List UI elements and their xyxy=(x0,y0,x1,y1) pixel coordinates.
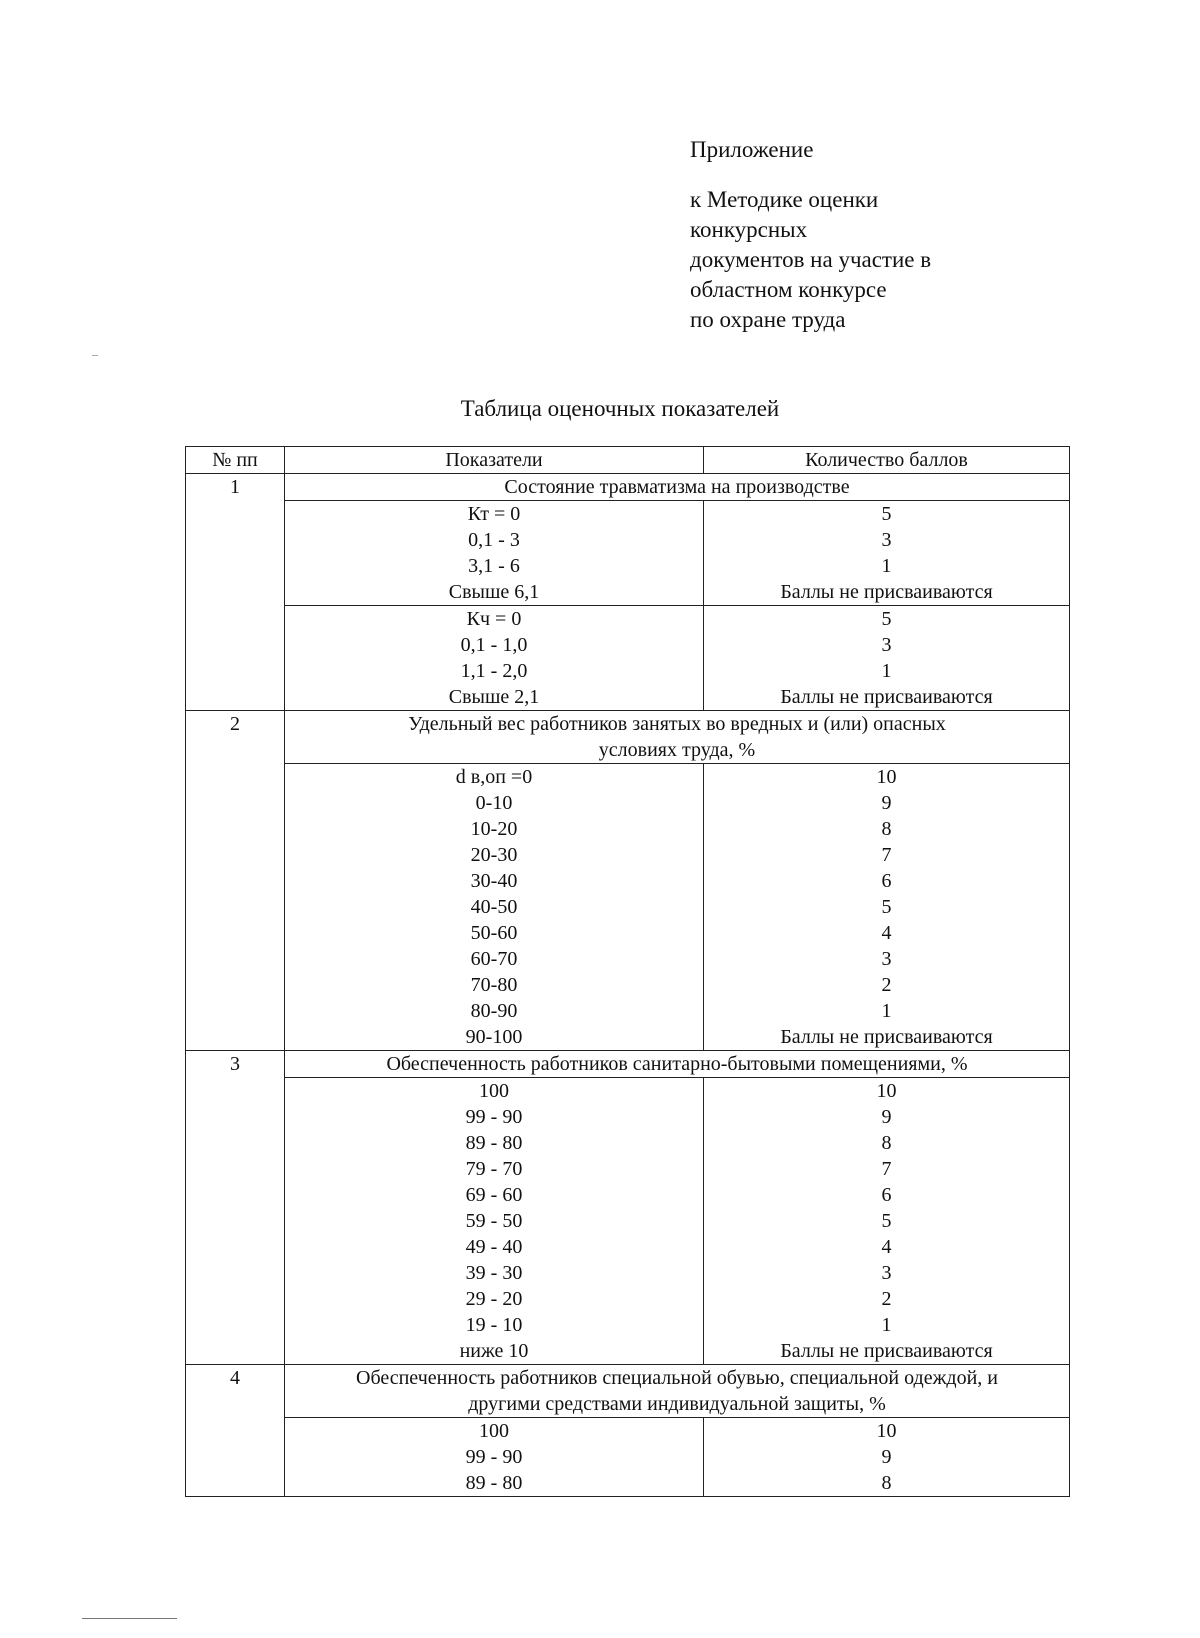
points-value: Баллы не присваиваются xyxy=(704,1338,1070,1365)
empty-num-cell xyxy=(186,1104,285,1130)
table-row xyxy=(186,1078,1070,1105)
indicator-range: 69 - 60 xyxy=(285,1182,704,1208)
table-row xyxy=(186,868,1070,894)
points-value: 8 xyxy=(704,816,1070,842)
table-row xyxy=(186,632,1070,658)
indicator-range: ниже 10 xyxy=(285,1338,704,1365)
table-row xyxy=(186,1260,1070,1286)
points-value: Баллы не присваиваются xyxy=(704,1024,1070,1051)
indicator-range: 10-20 xyxy=(285,816,704,842)
section-number: 3 xyxy=(186,1051,285,1078)
table-row xyxy=(186,1104,1070,1130)
empty-num-cell xyxy=(186,1286,285,1312)
indicator-range: 59 - 50 xyxy=(285,1208,704,1234)
table-row xyxy=(186,1182,1070,1208)
points-value: 10 xyxy=(704,1078,1070,1105)
empty-num-cell xyxy=(186,790,285,816)
empty-num-cell xyxy=(186,1156,285,1182)
section-number: 2 xyxy=(186,711,285,764)
points-value: 7 xyxy=(704,1156,1070,1182)
empty-num-cell xyxy=(186,946,285,972)
empty-num-cell xyxy=(186,1130,285,1156)
points-value: 8 xyxy=(704,1130,1070,1156)
section-title-row xyxy=(186,1051,1070,1078)
points-value: 7 xyxy=(704,842,1070,868)
indicator-range: 0,1 - 1,0 xyxy=(285,632,704,658)
points-value: 10 xyxy=(704,764,1070,791)
indicator-range: Кч = 0 xyxy=(285,606,704,633)
empty-num-cell xyxy=(186,1444,285,1470)
table-row xyxy=(186,1444,1070,1470)
appendix-heading: Приложение xyxy=(690,137,814,162)
indicator-range: 50-60 xyxy=(285,920,704,946)
empty-num-cell xyxy=(186,764,285,791)
empty-num-cell xyxy=(186,1338,285,1365)
indicator-range: 99 - 90 xyxy=(285,1444,704,1470)
section-title xyxy=(285,1365,1070,1418)
indicator-range: 30-40 xyxy=(285,868,704,894)
empty-num-cell xyxy=(186,868,285,894)
indicator-range: 90-100 xyxy=(285,1024,704,1051)
indicator-range: 40-50 xyxy=(285,894,704,920)
table-row xyxy=(186,1156,1070,1182)
header-points: Количество баллов xyxy=(704,447,1070,474)
empty-num-cell xyxy=(186,579,285,606)
section-title-line: Состояние травматизма на производстве xyxy=(504,476,850,498)
points-value: 9 xyxy=(704,790,1070,816)
table-header-row xyxy=(186,447,1070,474)
indicator-range: 100 xyxy=(285,1078,704,1105)
points-value: 5 xyxy=(704,1208,1070,1234)
appendix-note xyxy=(690,135,931,335)
empty-num-cell xyxy=(186,658,285,684)
indicator-range: 89 - 80 xyxy=(285,1130,704,1156)
empty-num-cell xyxy=(186,632,285,658)
empty-num-cell xyxy=(186,1208,285,1234)
scan-line xyxy=(82,1618,177,1619)
empty-num-cell xyxy=(186,553,285,579)
table-row xyxy=(186,527,1070,553)
empty-num-cell xyxy=(186,1024,285,1051)
indicator-range: 99 - 90 xyxy=(285,1104,704,1130)
table-row xyxy=(186,764,1070,791)
empty-num-cell xyxy=(186,972,285,998)
section-number: 4 xyxy=(186,1365,285,1418)
section-title-row xyxy=(186,1365,1070,1418)
table-caption: Таблица оценочных показателей xyxy=(460,396,780,421)
indicators-table xyxy=(185,446,1070,1497)
points-value: 5 xyxy=(704,501,1070,528)
header-indicators: Показатели xyxy=(285,447,704,474)
indicator-range: 1,1 - 2,0 xyxy=(285,658,704,684)
empty-num-cell xyxy=(186,1418,285,1445)
table-row xyxy=(186,501,1070,528)
points-value: 4 xyxy=(704,1234,1070,1260)
table-row xyxy=(186,579,1070,606)
table-row xyxy=(186,553,1070,579)
table-row xyxy=(186,1470,1070,1497)
indicator-range: 100 xyxy=(285,1418,704,1445)
scan-mark xyxy=(92,355,98,356)
indicator-range: 70-80 xyxy=(285,972,704,998)
empty-num-cell xyxy=(186,1234,285,1260)
indicator-range: 3,1 - 6 xyxy=(285,553,704,579)
points-value: 9 xyxy=(704,1104,1070,1130)
table-row xyxy=(186,1286,1070,1312)
empty-num-cell xyxy=(186,842,285,868)
indicator-range: 60-70 xyxy=(285,946,704,972)
indicator-range: Свыше 6,1 xyxy=(285,579,704,606)
section-number: 1 xyxy=(186,474,285,501)
points-value: 3 xyxy=(704,946,1070,972)
empty-num-cell xyxy=(186,684,285,711)
indicator-range: 0,1 - 3 xyxy=(285,527,704,553)
section-title-row xyxy=(186,474,1070,501)
section-title-row xyxy=(186,711,1070,764)
section-title-line: Обеспеченность работников санитарно-бытовыми помещениями, % xyxy=(386,1053,968,1075)
points-value: 6 xyxy=(704,1182,1070,1208)
empty-num-cell xyxy=(186,894,285,920)
points-value: 5 xyxy=(704,894,1070,920)
table-row xyxy=(186,1208,1070,1234)
table-row xyxy=(186,1312,1070,1338)
table-row xyxy=(186,606,1070,633)
table-row xyxy=(186,946,1070,972)
empty-num-cell xyxy=(186,501,285,528)
table-row xyxy=(186,1234,1070,1260)
indicator-range: 0-10 xyxy=(285,790,704,816)
indicator-range: 19 - 10 xyxy=(285,1312,704,1338)
table-row xyxy=(186,790,1070,816)
points-value: 8 xyxy=(704,1470,1070,1497)
empty-num-cell xyxy=(186,527,285,553)
table-body xyxy=(186,447,1070,1497)
appendix-line: конкурсных xyxy=(690,217,808,242)
indicator-range: Свыше 2,1 xyxy=(285,684,704,711)
section-title xyxy=(285,711,1070,764)
empty-num-cell xyxy=(186,1312,285,1338)
indicator-range: 20-30 xyxy=(285,842,704,868)
indicator-range: 80-90 xyxy=(285,998,704,1024)
points-value: 5 xyxy=(704,606,1070,633)
points-value: 1 xyxy=(704,553,1070,579)
table-row xyxy=(186,894,1070,920)
points-value: Баллы не присваиваются xyxy=(704,579,1070,606)
table-row xyxy=(186,658,1070,684)
table-row xyxy=(186,842,1070,868)
empty-num-cell xyxy=(186,1260,285,1286)
appendix-line: документов на участие в xyxy=(690,247,932,272)
table-row xyxy=(186,1130,1070,1156)
indicator-range: d в,оп =0 xyxy=(285,764,704,791)
section-title xyxy=(285,1051,1070,1078)
section-title-line: Обеспеченность работников специальной обувью, специальной одеждой, и xyxy=(356,1367,998,1389)
table-row xyxy=(186,816,1070,842)
empty-num-cell xyxy=(186,920,285,946)
appendix-line: к Методике оценки xyxy=(690,187,879,212)
points-value: 9 xyxy=(704,1444,1070,1470)
indicator-range: Кт = 0 xyxy=(285,501,704,528)
points-value: 3 xyxy=(704,632,1070,658)
points-value: 3 xyxy=(704,527,1070,553)
indicator-range: 79 - 70 xyxy=(285,1156,704,1182)
indicator-range: 29 - 20 xyxy=(285,1286,704,1312)
indicator-range: 89 - 80 xyxy=(285,1470,704,1497)
header-num: № пп xyxy=(186,447,285,474)
empty-num-cell xyxy=(186,1470,285,1497)
points-value: 10 xyxy=(704,1418,1070,1445)
points-value: 1 xyxy=(704,1312,1070,1338)
points-value: Баллы не присваиваются xyxy=(704,684,1070,711)
section-title-line: Удельный вес работников занятых во вредных и (или) опасных xyxy=(408,713,946,735)
table-row xyxy=(186,972,1070,998)
table-row xyxy=(186,684,1070,711)
table-row xyxy=(186,920,1070,946)
points-value: 1 xyxy=(704,658,1070,684)
empty-num-cell xyxy=(186,1078,285,1105)
empty-num-cell xyxy=(186,998,285,1024)
table-row xyxy=(186,1418,1070,1445)
empty-num-cell xyxy=(186,1182,285,1208)
section-title xyxy=(285,474,1070,501)
table-row xyxy=(186,998,1070,1024)
section-title-line: условиях труда, % xyxy=(598,739,756,761)
points-value: 1 xyxy=(704,998,1070,1024)
empty-num-cell xyxy=(186,606,285,633)
points-value: 6 xyxy=(704,868,1070,894)
section-title-line: другими средствами индивидуальной защиты, % xyxy=(468,1393,886,1415)
appendix-line: областном конкурсе xyxy=(690,277,887,302)
points-value: 4 xyxy=(704,920,1070,946)
empty-num-cell xyxy=(186,816,285,842)
indicator-range: 39 - 30 xyxy=(285,1260,704,1286)
points-value: 3 xyxy=(704,1260,1070,1286)
indicator-range: 49 - 40 xyxy=(285,1234,704,1260)
points-value: 2 xyxy=(704,972,1070,998)
table-row xyxy=(186,1024,1070,1051)
points-value: 2 xyxy=(704,1286,1070,1312)
appendix-line: по охране труда xyxy=(690,307,846,332)
table-row xyxy=(186,1338,1070,1365)
